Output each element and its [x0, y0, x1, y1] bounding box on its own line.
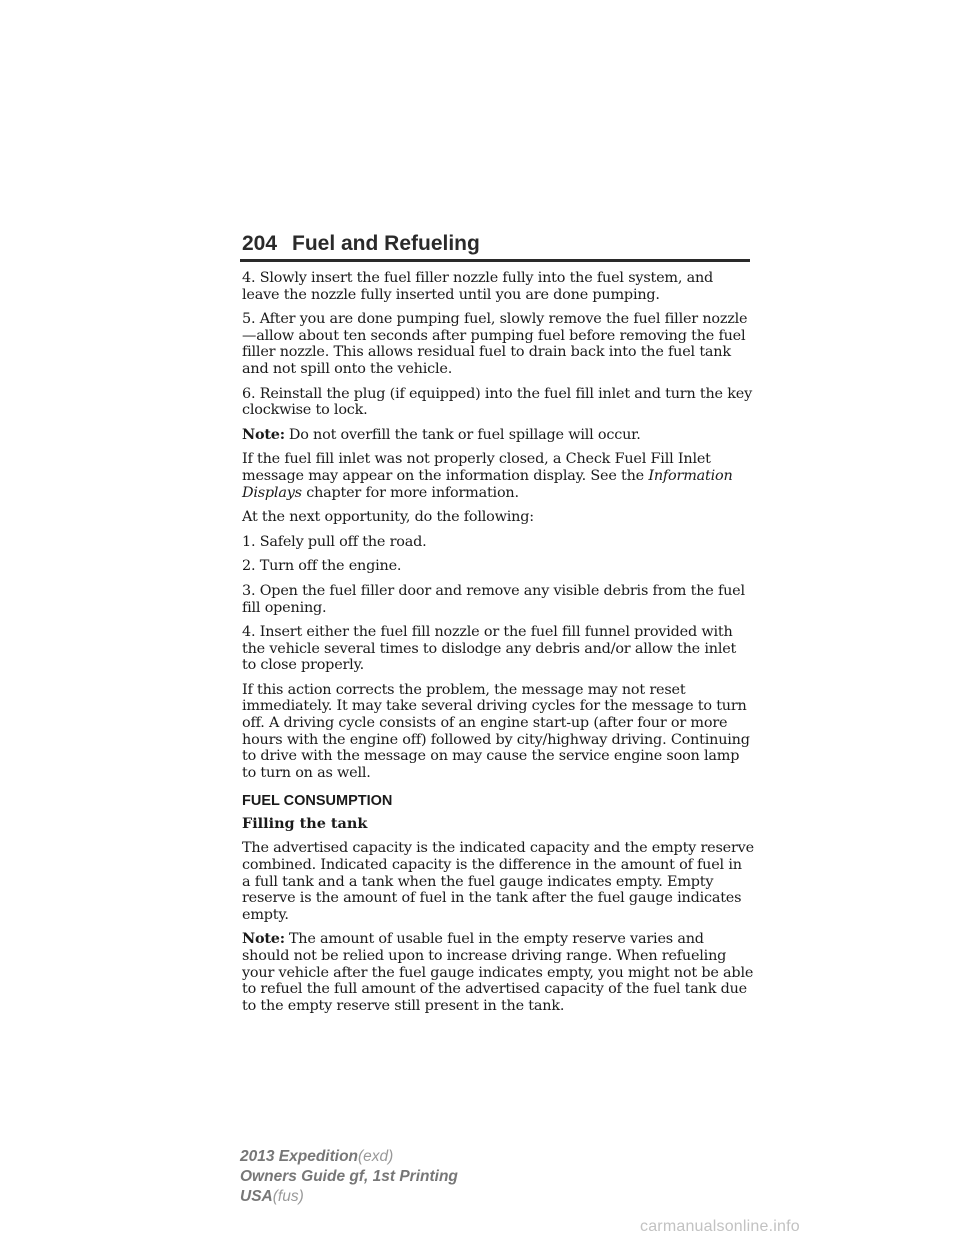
page-header: [240, 228, 750, 262]
note-overfill: [242, 427, 754, 444]
header-rule: [240, 259, 750, 262]
paragraph-text: chapter for more information.: [306, 484, 519, 501]
footer-market: USA: [240, 1188, 273, 1205]
list-item-step-2: 2. Turn off the engine.: [242, 558, 402, 575]
subsection-heading: Filling the tank: [242, 815, 368, 833]
page-content: [242, 270, 754, 1022]
paragraph-step-4: 4. Slowly insert the fuel filler nozzle fully into the fuel system, and leave the nozzle fully inserted until you are done pumping.: [242, 270, 714, 303]
note-text: The amount of usable fuel in the empty reserve varies and should not be relied upon to increase driving range. When refueling your vehicle after the fuel gauge indicates empty, you might not be able to refuel the full amount of the advertised capacity of the fuel tank due to the empty reserve still present in the tank.: [242, 931, 754, 1014]
paragraph-check-inlet: [242, 451, 754, 501]
footer-line-1: [240, 1147, 458, 1167]
note-label: Note:: [242, 425, 285, 443]
paragraph-driving-cycle: If this action corrects the problem, the message may not reset immediately. It may take several driving cycles for the message to turn off. A driving cycle consists of an engine start-up (after four or more hours with the engine off) followed by city/highway driving. Continuing to drive with the message on may cause the service engine soon lamp to turn on as well.: [242, 681, 750, 781]
note-reserve: [242, 931, 754, 1014]
footer-line-2: Owners Guide gf, 1st Printing: [240, 1168, 458, 1185]
paragraph-step-5: 5. After you are done pumping fuel, slowly remove the fuel filler nozzle—allow about ten seconds after pumping fuel before removing the fuel filler nozzle. This allows residual fuel to drain back into the fuel tank and not spill onto the vehicle.: [242, 311, 748, 377]
list-item-step-1: 1. Safely pull off the road.: [242, 533, 427, 550]
paragraph-next-opportunity: At the next opportunity, do the following:: [242, 509, 534, 526]
chapter-title: Fuel and Refueling: [292, 232, 480, 255]
paragraph-text: If the fuel fill inlet was not properly closed, a Check Fuel Fill Inlet message may appear on the information display. See the: [242, 451, 711, 484]
paragraph-capacity: The advertised capacity is the indicated capacity and the empty reserve combined. Indicated capacity is the difference in the amount of fuel in a full tank and a tank when the fuel gauge indicates empty. Empty reserve is the amount of fuel in the tank after the fuel gauge indicates empty.: [242, 840, 754, 923]
note-text: Do not overfill the tank or fuel spillage will occur.: [288, 426, 641, 443]
footer-model-code: (exd): [358, 1148, 394, 1165]
list-item-step-3: 3. Open the fuel filler door and remove any visible debris from the fuel fill opening.: [242, 582, 745, 616]
paragraph-step-6: 6. Reinstall the plug (if equipped) into the fuel fill inlet and turn the key clockwise to lock.: [242, 385, 753, 419]
section-heading: FUEL CONSUMPTION: [242, 793, 393, 810]
page-number: 204: [242, 232, 278, 255]
footer-market-code: (fus): [272, 1188, 304, 1205]
footer-line-3: [240, 1187, 458, 1207]
note-label: Note:: [242, 930, 285, 948]
watermark: carmanualsonline.info: [640, 1218, 800, 1235]
page-footer: [240, 1147, 458, 1207]
list-item-step-4: 4. Insert either the fuel fill nozzle or the fuel fill funnel provided with the vehicle several times to dislodge any debris and/or allow the inlet to close properly.: [242, 624, 737, 674]
footer-model: 2013 Expedition: [240, 1148, 359, 1165]
chapter-reference-link[interactable]: Information Displays: [242, 467, 733, 501]
